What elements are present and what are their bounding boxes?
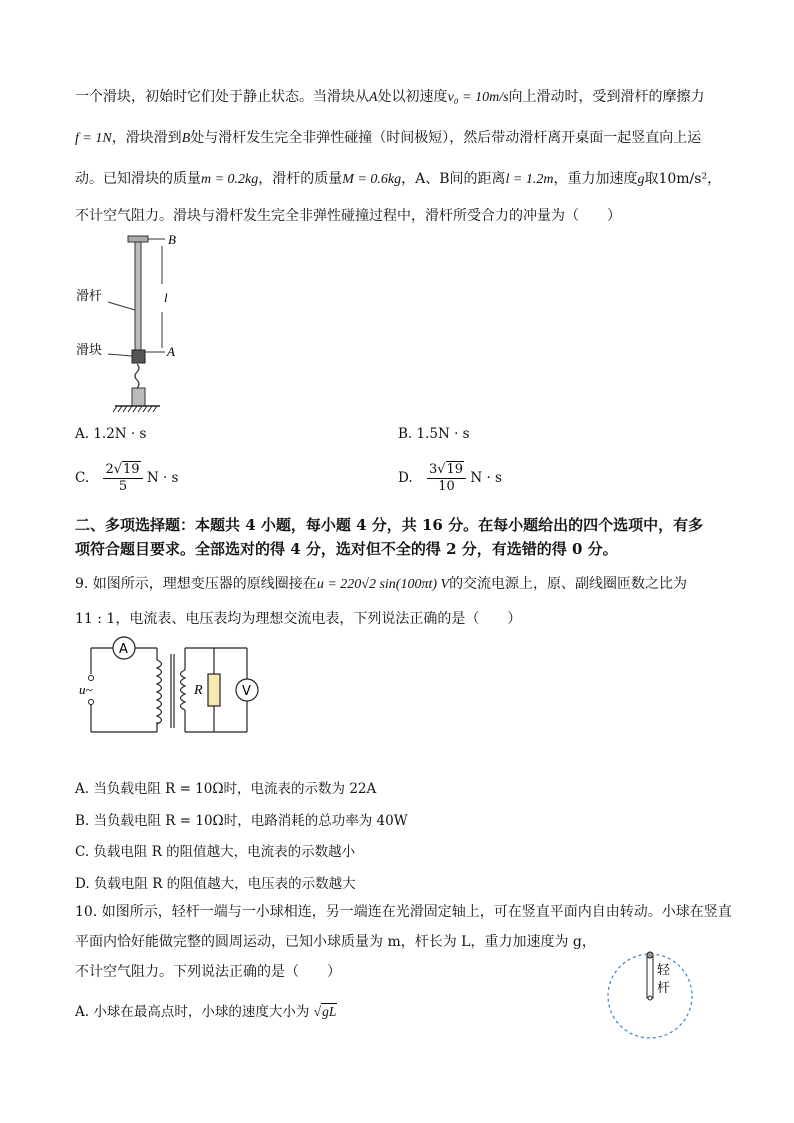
label-rod: 滑杆	[76, 289, 103, 304]
q9-line-2: 11 : 1，电流表、电压表均为理想交流电表，下列说法正确的是（ ）	[75, 611, 522, 627]
svg-text:R: R	[194, 683, 203, 698]
q8-option-d[interactable]: D. $\frac{3√19}{10}$ N · s	[398, 462, 502, 494]
label-B: B	[168, 232, 176, 247]
q8-option-c[interactable]: C. $\frac{2√19}{5}$ N · s	[75, 462, 179, 494]
resistor-icon	[208, 674, 220, 706]
q8-line-2: f = 1N，滑块滑到B处与滑杆发生完全非弹性碰撞（时间极短），然后带动滑杆离开桌面一起竖直向上运	[75, 130, 702, 146]
section-2-heading-line-1: 二、多项选择题：本题共 4 小题，每小题 4 分，共 16 分。在每小题给出的四个选项中，有多	[75, 516, 704, 534]
q9-option-a[interactable]: A. 当负载电阻 R = 10Ω时，电流表的示数为 22A	[75, 781, 377, 797]
q10-option-a[interactable]: A. 小球在最高点时，小球的速度大小为 √gL	[75, 1004, 337, 1020]
q8-line-1: 一个滑块，初始时它们处于静止状态。当滑块从A处以初速度v₀ = 10m/s向上滑动时，受到滑杆的摩擦力	[75, 89, 705, 105]
svg-text:V: V	[242, 684, 251, 699]
transformer-circuit-figure	[75, 634, 265, 744]
q9-option-b[interactable]: B. 当负载电阻 R = 10Ω时，电路消耗的总功率为 40W	[75, 813, 408, 829]
svg-text:A: A	[119, 642, 128, 657]
svg-text:u~: u~	[79, 682, 93, 697]
q8-line-4: 不计空气阻力。滑块与滑杆发生完全非弹性碰撞过程中，滑杆所受合力的冲量为（ ）	[75, 208, 621, 224]
q9-option-d[interactable]: D. 负载电阻 R 的阻值越大，电压表的示数越大	[75, 876, 356, 892]
q8-option-b[interactable]: B. 1.5N · s	[398, 426, 470, 442]
q9-option-c[interactable]: C. 负载电阻 R 的阻值越大，电流表的示数越小	[75, 844, 356, 860]
q10-line-2: 平面内恰好能做完整的圆周运动，已知小球质量为 m，杆长为 L，重力加速度为 g，	[75, 934, 596, 950]
q8-line-3: 动。已知滑块的质量m = 0.2kg，滑杆的质量M = 0.6kg，A、B间的距离l = 1.2m，重力加速度g取10m/s²，	[75, 171, 722, 187]
q8-option-a[interactable]: A. 1.2N · s	[75, 426, 147, 442]
label-A: A	[167, 344, 175, 359]
q10-line-3: 不计空气阻力。下列说法正确的是（ ）	[75, 964, 341, 980]
label-rod: 杆	[657, 981, 671, 996]
label-block: 滑块	[76, 343, 103, 358]
section-2-heading-line-2: 项符合题目要求。全部选对的得 4 分，选对但不全的得 2 分，有选错的得 0 分。	[75, 540, 618, 558]
light-rod-circle-figure	[602, 948, 702, 1048]
q9-line-1: 9. 如图所示，理想变压器的原线圈接在u = 220√2 sin(100πt) V的交流电源上，原、副线圈匝数之比为	[75, 576, 688, 592]
label-l: l	[164, 290, 168, 305]
label-light: 轻	[657, 963, 671, 978]
q10-line-1: 10. 如图所示，轻杆一端与一小球相连，另一端连在光滑固定轴上，可在竖直平面内自由转动。小球在竖直	[75, 904, 732, 920]
sliding-rod-figure	[70, 232, 210, 417]
